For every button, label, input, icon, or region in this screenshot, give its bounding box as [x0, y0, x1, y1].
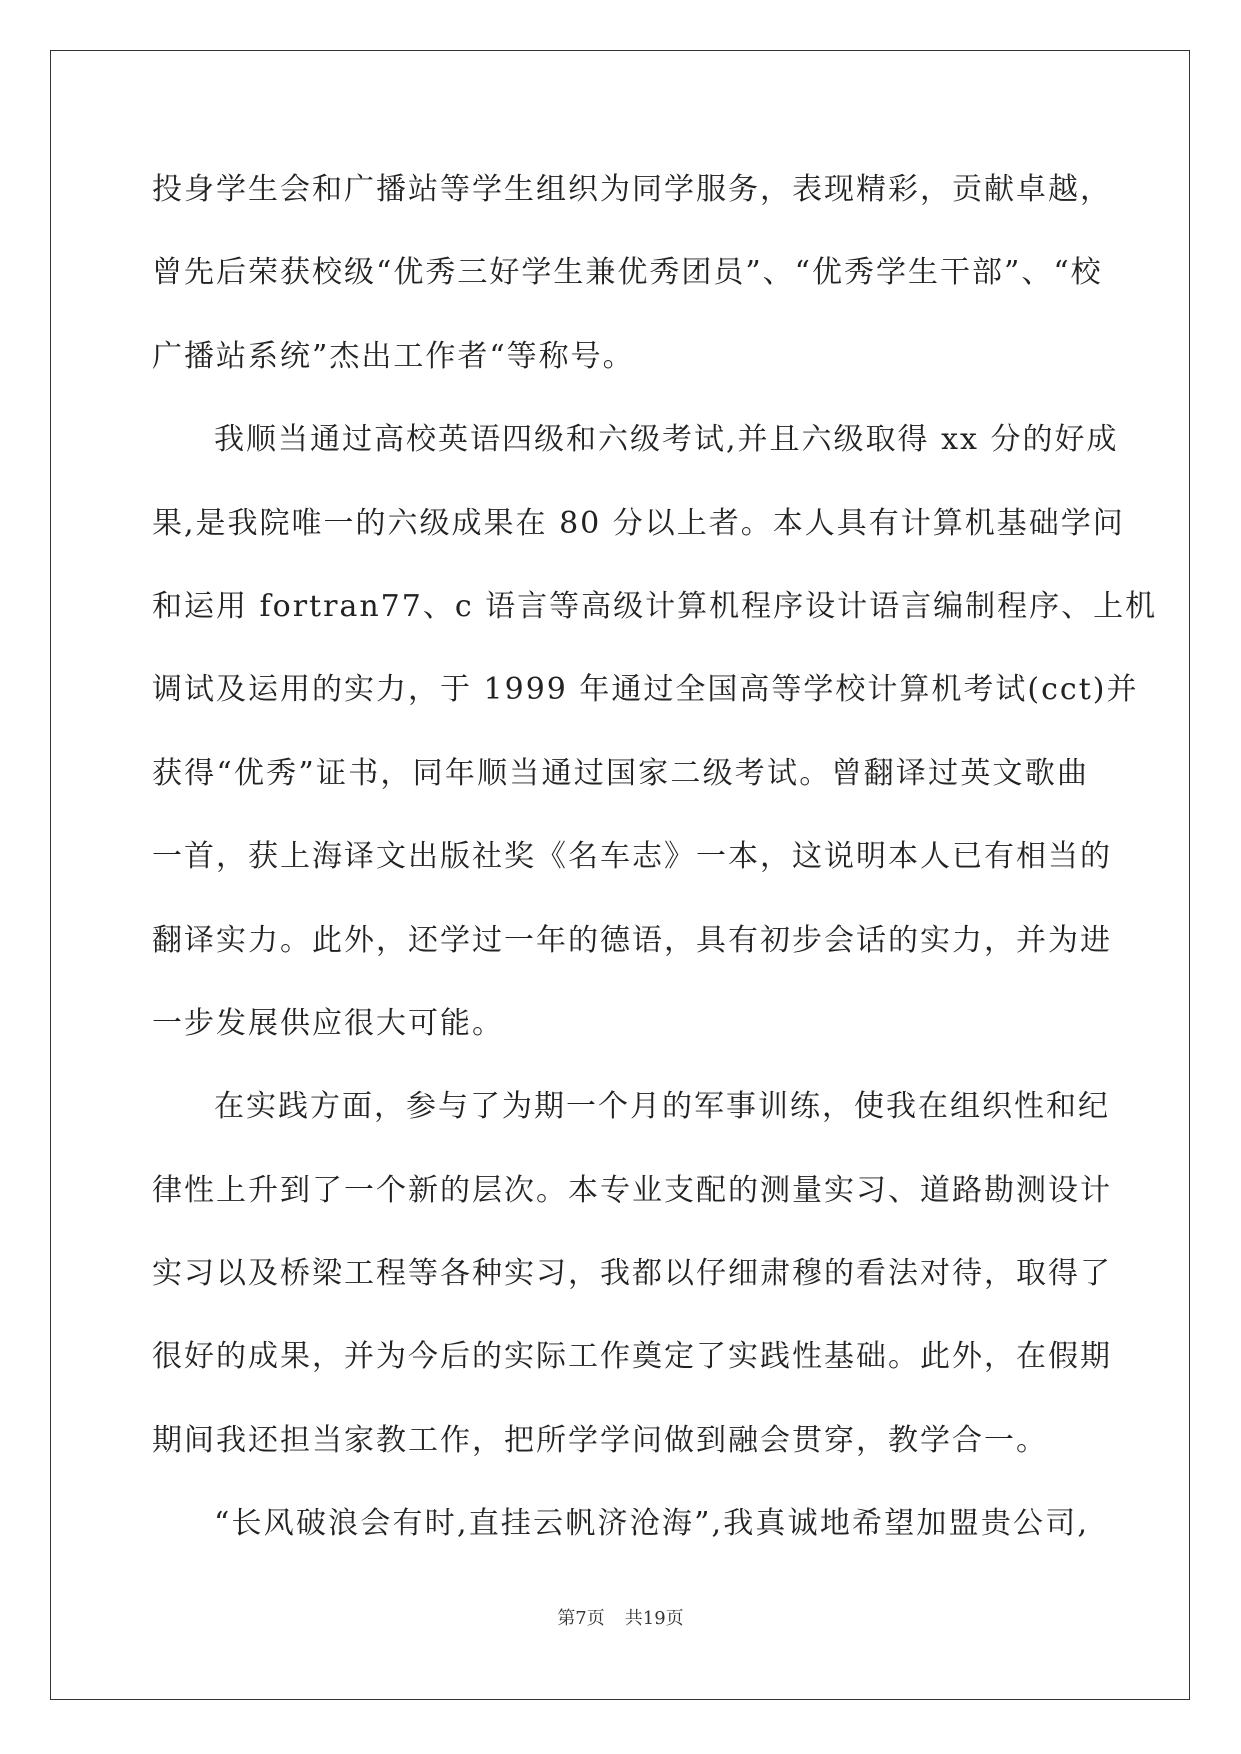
page-footer [0, 1604, 1241, 1630]
text-line: 一首，获上海译文出版社奖《名车志》一本，这说明本人已有相当的 [152, 839, 1112, 875]
text-line: 投身学生会和广播站等学生组织为同学服务，表现精彩，贡献卓越， [152, 172, 1112, 207]
text-line: 获得“优秀”证书，同年顺当通过国家二级考试。曾翻译过英文歌曲 [152, 755, 1089, 791]
page-total: 共19页 [624, 1608, 684, 1629]
text-line: 调试及运用的实力，于 1999 年通过全国高等学校计算机考试(cct)并 [152, 672, 1139, 708]
text-line: 很好的成果，并为今后的实际工作奠定了实践性基础。此外，在假期 [152, 1339, 1112, 1375]
text-line: 期间我还担当家教工作，把所学学问做到融会贯穿，教学合一。 [152, 1422, 1048, 1458]
text-line: 和运用 fortran77、c 语言等高级计算机程序设计语言编制程序、上机 [152, 588, 1158, 624]
text-line: 实习以及桥梁工程等各种实习，我都以仔细肃穆的看法对待，取得了 [152, 1256, 1112, 1292]
text-line: 我顺当通过高校英语四级和六级考试,并且六级取得 xx 分的好成 [214, 422, 1119, 458]
text-line: 果,是我院唯一的六级成果在 80 分以上者。本人具有计算机基础学问 [152, 505, 1125, 541]
text-line: 曾先后荣获校级“优秀三好学生兼优秀团员”、“优秀学生干部”、“校 [152, 255, 1103, 291]
text-line: 一步发展供应很大可能。 [152, 1005, 504, 1041]
page-number: 第7页 [557, 1608, 605, 1629]
text-line: 广播站系统”杰出工作者“等称号。 [152, 338, 635, 374]
text-line: 律性上升到了一个新的层次。本专业支配的测量实习、道路勘测设计 [152, 1172, 1112, 1208]
document-body [152, 166, 1158, 1584]
text-line: 在实践方面，参与了为期一个月的军事训练，使我在组织性和纪 [214, 1089, 1110, 1125]
text-line: “长风破浪会有时,直挂云帆济沧海”,我真诚地希望加盟贵公司, [214, 1506, 1089, 1542]
text-line: 翻译实力。此外，还学过一年的德语，具有初步会话的实力，并为进 [152, 922, 1112, 958]
